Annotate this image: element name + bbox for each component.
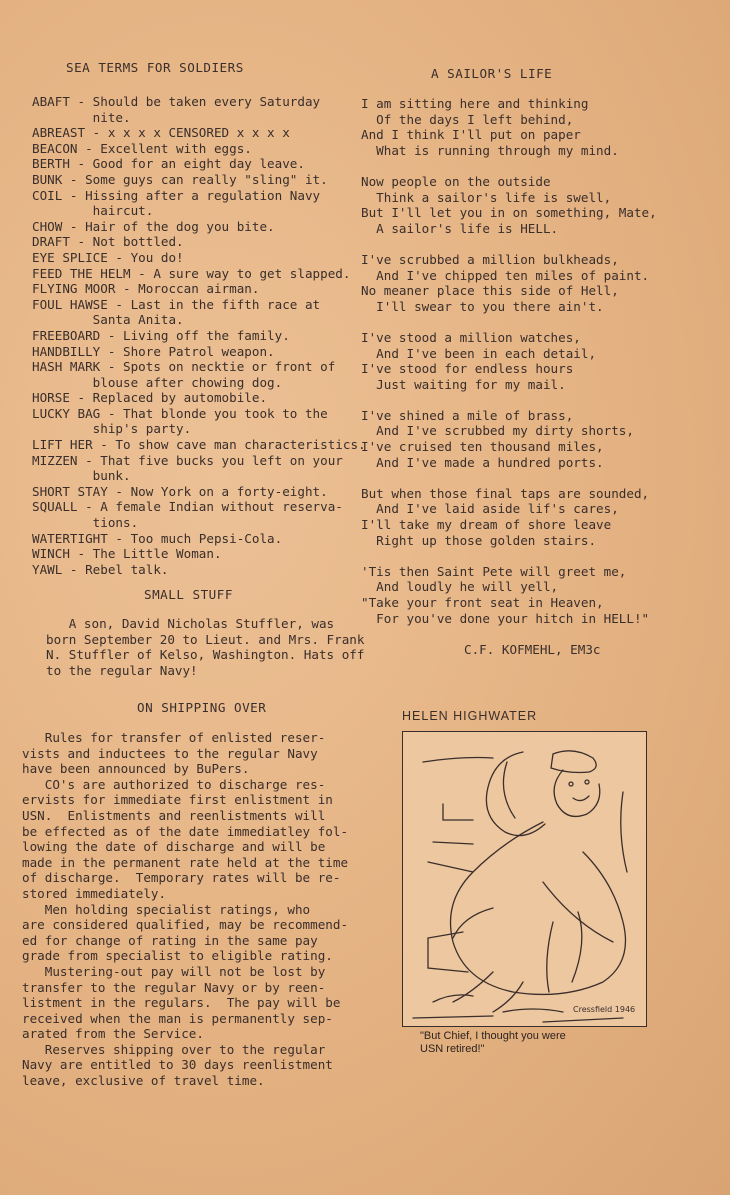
shipping-over-line: ed for change of rating in the same pay <box>22 932 318 948</box>
glossary-line: YAWL - Rebel talk. <box>32 561 169 577</box>
glossary-line: nite. <box>32 109 131 125</box>
glossary-line: bunk. <box>32 468 131 484</box>
glossary-line: EYE SPLICE - You do! <box>32 249 184 265</box>
glossary-line: DRAFT - Not bottled. <box>32 234 184 250</box>
artist-signature: Cressfield 1946 <box>573 1005 636 1014</box>
glossary-line: ABAFT - Should be taken every Saturday <box>32 94 321 109</box>
shipping-over-line: be effected as of the date immediatley fol- <box>22 823 349 839</box>
shipping-over-line: Reserves shipping over to the regular <box>22 1041 326 1057</box>
glossary-line: tions. <box>32 515 139 531</box>
small-stuff-line: to the regular Navy! <box>46 662 198 678</box>
shipping-over-heading: ON SHIPPING OVER <box>137 700 267 715</box>
small-stuff-body <box>46 616 364 678</box>
glossary-line: LIFT HER - To show cave man characteristics. <box>32 437 366 453</box>
small-stuff-line: born September 20 to Lieut. and Mrs. Frank <box>46 631 365 647</box>
figure-body <box>451 822 626 994</box>
glossary-line: WINCH - The Little Woman. <box>32 546 222 562</box>
poem-line: And I've made a hundred ports. <box>361 454 604 470</box>
shipping-over-line: arated from the Service. <box>22 1026 204 1042</box>
poem-signature: C.F. KOFMEHL, EM3c <box>464 642 601 657</box>
poem-line: And I think I'll put on paper <box>361 127 581 143</box>
poem-stanza <box>361 564 657 626</box>
poem-stanza <box>361 174 657 236</box>
glossary-line: FREEBOARD - Living off the family. <box>32 327 290 343</box>
poem-line: I've scrubbed a million bulkheads, <box>361 251 619 267</box>
small-stuff-line: N. Stuffler of Kelso, Washington. Hats off <box>46 647 365 663</box>
glossary-line: blouse after chowing dog. <box>32 374 283 390</box>
glossary-line: COIL - Hissing after a regulation Navy <box>32 187 321 203</box>
shipping-over-line: leave, exclusive of travel time. <box>22 1073 265 1089</box>
poem-line: I've shined a mile of brass, <box>361 407 574 423</box>
poem-line: Just waiting for my mail. <box>361 376 566 392</box>
glossary-line: FOUL HAWSE - Last in the fifth race at <box>32 296 321 312</box>
shipping-over-line: received when the man is permanently sep- <box>22 1010 333 1026</box>
sailors-life-poem <box>361 96 657 642</box>
glossary-line: CHOW - Hair of the dog you bite. <box>32 218 275 234</box>
glossary-line: MIZZEN - That five bucks you left on your <box>32 452 343 468</box>
glossary-line: BERTH - Good for an eight day leave. <box>32 156 305 172</box>
glossary-line: ship's party. <box>32 421 192 437</box>
shipping-over-line: Mustering-out pay will not be lost by <box>22 963 326 979</box>
shipping-over-line: CO's are authorized to discharge res- <box>22 776 326 792</box>
glossary-line: BUNK - Some guys can really "sling" it. <box>32 171 328 187</box>
shipping-over-line: stored immediately. <box>22 885 167 901</box>
glossary-line: BEACON - Excellent with eggs. <box>32 140 252 156</box>
shipping-over-line: made in the permanent rate held at the time <box>22 854 349 870</box>
glossary-line: SHORT STAY - Now York on a forty-eight. <box>32 483 328 499</box>
poem-stanza <box>361 408 657 470</box>
cartoon-caption <box>420 1030 566 1056</box>
shipping-over-line: have been announced by BuPers. <box>22 761 250 777</box>
poem-line: And loudly he will yell, <box>361 579 559 595</box>
poem-line: I've stood for endless hours <box>361 361 574 377</box>
glossary-line: Santa Anita. <box>32 312 184 328</box>
shipping-over-line: are considered qualified, may be recommend- <box>22 917 349 933</box>
sea-terms-heading: SEA TERMS FOR SOLDIERS <box>66 60 244 75</box>
shipping-over-line: listment in the regulars. The pay will be <box>22 995 341 1011</box>
shipping-over-line: Rules for transfer of enlisted reser- <box>22 730 326 745</box>
cartoon-frame <box>402 731 647 1027</box>
sea-terms-glossary <box>32 94 366 577</box>
sailor-cap <box>551 751 596 773</box>
poem-stanza <box>361 330 657 392</box>
shipping-over-line: transfer to the regular Navy or by reen- <box>22 979 326 995</box>
poem-line: And I've scrubbed my dirty shorts, <box>361 423 634 439</box>
poem-line: 'Tis then Saint Pete will greet me, <box>361 563 627 579</box>
shipping-over-line: lowing the date of discharge and will be <box>22 839 326 855</box>
sailor-face <box>554 770 600 816</box>
cartoon-drawing <box>403 732 646 1026</box>
poem-line: But I'll let you in on something, Mate, <box>361 205 657 221</box>
glossary-line: ABREAST - x x x x CENSORED x x x x <box>32 125 290 141</box>
shipping-over-line: USN. Enlistments and reenlistments will <box>22 807 326 823</box>
glossary-line: WATERTIGHT - Too much Pepsi-Cola. <box>32 530 283 546</box>
poem-stanza <box>361 96 657 158</box>
shipping-over-line: Navy are entitled to 30 days reenlistment <box>22 1057 333 1073</box>
poem-line: Right up those golden stairs. <box>361 532 597 548</box>
glossary-line: FLYING MOOR - Moroccan airman. <box>32 281 260 297</box>
poem-line: For you've done your hitch in HELL!" <box>361 610 650 626</box>
glossary-line: haircut. <box>32 203 154 219</box>
shipping-over-line: vists and inductees to the regular Navy <box>22 745 318 761</box>
poem-line: What is running through my mind. <box>361 142 619 158</box>
caption-line-2: USN retired!" <box>420 1043 485 1055</box>
poem-line: I've stood a million watches, <box>361 329 581 345</box>
sailors-life-heading: A SAILOR'S LIFE <box>431 66 553 81</box>
poem-line: I am sitting here and thinking <box>361 96 589 111</box>
glossary-line: FEED THE HELM - A sure way to get slapped. <box>32 265 351 281</box>
poem-line: And I've been in each detail, <box>361 345 597 361</box>
shipping-over-line: Men holding specialist ratings, who <box>22 901 311 917</box>
poem-line: Think a sailor's life is swell, <box>361 189 612 205</box>
shipping-over-line: ervists for immediate first enlistment in <box>22 792 333 808</box>
poem-line: I've cruised ten thousand miles, <box>361 439 604 455</box>
poem-stanza <box>361 252 657 314</box>
glossary-line: HANDBILLY - Shore Patrol weapon. <box>32 343 275 359</box>
poem-line: I'll swear to you there ain't. <box>361 298 604 314</box>
poem-line: Of the days I left behind, <box>361 111 574 127</box>
small-stuff-line: A son, David Nicholas Stuffler, was <box>46 616 335 631</box>
poem-line: I'll take my dream of shore leave <box>361 517 612 533</box>
poem-stanza <box>361 486 657 548</box>
small-stuff-heading: SMALL STUFF <box>144 587 233 602</box>
poem-line: No meaner place this side of Hell, <box>361 283 619 299</box>
caption-line-1: "But Chief, I thought you were <box>420 1030 566 1042</box>
poem-line: And I've laid aside lif's cares, <box>361 501 619 517</box>
poem-line: A sailor's life is HELL. <box>361 220 559 236</box>
shipping-over-line: grade from specialist to eligible rating. <box>22 948 333 964</box>
glossary-line: SQUALL - A female Indian without reserva- <box>32 499 343 515</box>
glossary-line: HORSE - Replaced by automobile. <box>32 390 268 406</box>
shipping-over-body <box>22 730 348 1089</box>
poem-line: But when those final taps are sounded, <box>361 485 650 501</box>
cartoon-title: HELEN HIGHWATER <box>402 709 538 723</box>
poem-line: "Take your front seat in Heaven, <box>361 595 604 610</box>
shipping-over-line: of discharge. Temporary rates will be re- <box>22 870 341 886</box>
poem-line: And I've chipped ten miles of paint. <box>361 267 650 283</box>
poem-line: Now people on the outside <box>361 173 551 189</box>
glossary-line: LUCKY BAG - That blonde you took to the <box>32 405 328 421</box>
glossary-line: HASH MARK - Spots on necktie or front of <box>32 359 336 375</box>
